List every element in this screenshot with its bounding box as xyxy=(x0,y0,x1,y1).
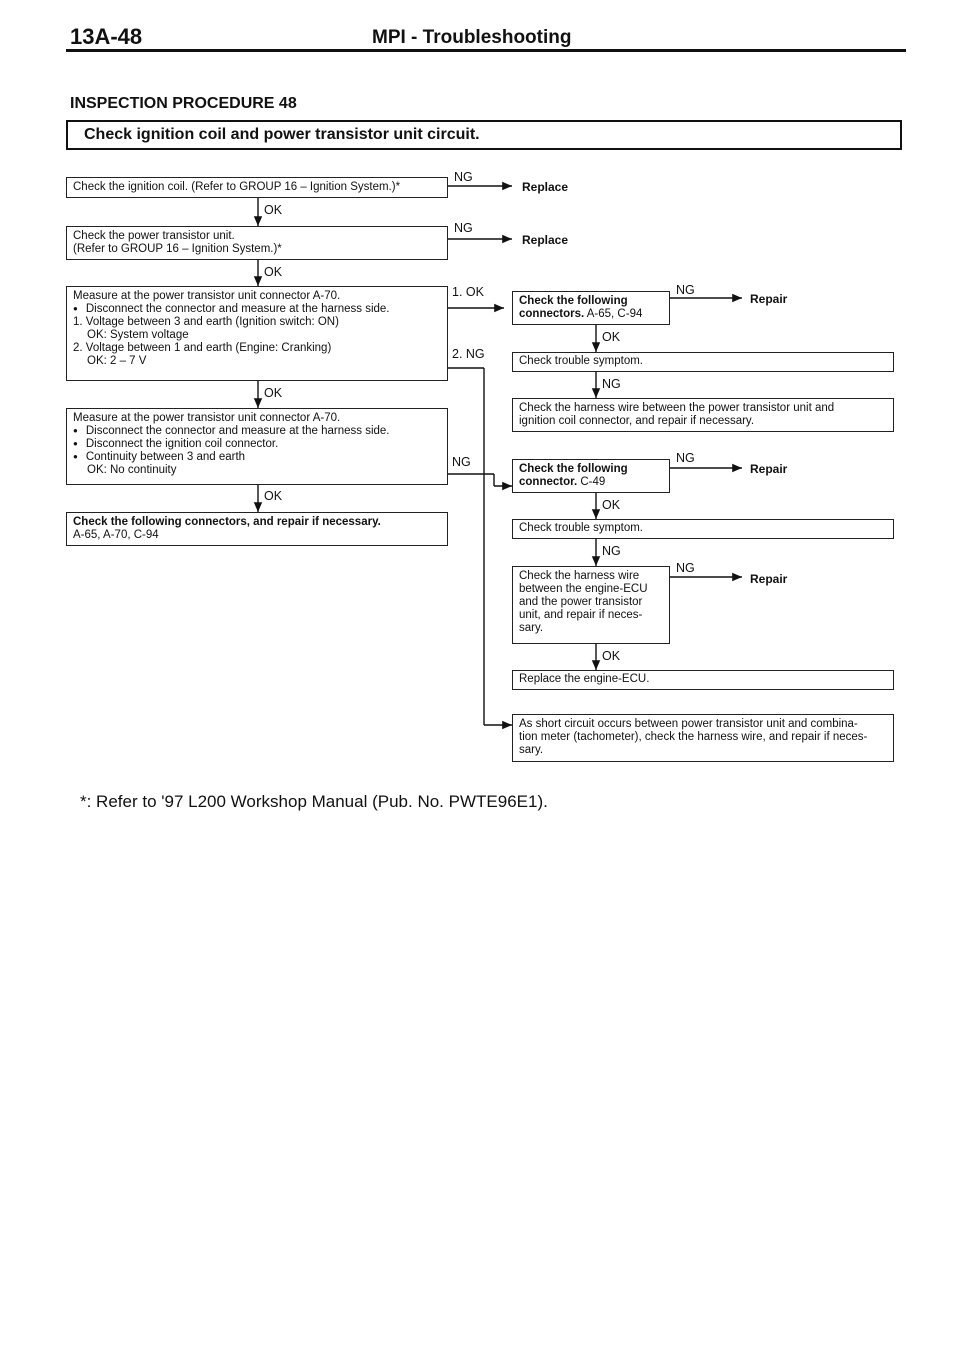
r7-text: Replace the engine-ECU. xyxy=(519,673,650,685)
step4-line-2: ● Disconnect the connector and measure at the harness side. xyxy=(73,425,441,438)
step4-line-1: Measure at the power transistor unit connector A-70. xyxy=(73,412,341,424)
step3-line-5: 2. Voltage between 1 and earth (Engine: Cranking) xyxy=(73,342,332,354)
step2-ng-label: NG xyxy=(454,221,473,235)
r8-line-2: tion meter (tachometer), check the harness wire, and repair if neces- xyxy=(519,731,868,743)
step3-line-1: Measure at the power transistor unit connector A-70. xyxy=(73,290,341,302)
step1-ng-label: NG xyxy=(454,170,473,184)
step3-branch-ok-label: 1. OK xyxy=(452,285,484,299)
r1-title-2: connectors. xyxy=(519,308,585,320)
r6-line-4: unit, and repair if neces- xyxy=(519,609,643,621)
r4-detail: C-49 xyxy=(580,476,606,488)
step2-line-1: Check the power transistor unit. xyxy=(73,230,235,242)
step2-box xyxy=(66,226,448,260)
step3-branch-ng-label: 2. NG xyxy=(452,347,485,361)
step3-ok-label: OK xyxy=(264,386,283,400)
r5-ng-label: NG xyxy=(602,544,621,558)
step5-box xyxy=(66,512,448,546)
r3-line-1: Check the harness wire between the power transistor unit and xyxy=(519,402,835,414)
r6-ok-label: OK xyxy=(602,649,621,663)
r7-box xyxy=(512,670,894,690)
r2-ng-label: NG xyxy=(602,377,621,391)
step2-ok-label: OK xyxy=(264,265,283,279)
step3-line-3: 1. Voltage between 3 and earth (Ignition switch: ON) xyxy=(73,316,339,328)
r6-line-2: between the engine-ECU xyxy=(519,583,648,595)
r3-box xyxy=(512,398,894,432)
r6-ng-label: NG xyxy=(676,561,695,575)
step3-box xyxy=(66,286,448,381)
step4-ok-label: OK xyxy=(264,489,283,503)
r2-box xyxy=(512,352,894,372)
r4-ok-label: OK xyxy=(602,498,621,512)
r6-line-3: and the power transistor xyxy=(519,596,643,608)
r8-line-3: sary. xyxy=(519,744,544,756)
step3-line-6: OK: 2 – 7 V xyxy=(87,355,147,367)
step4-line-3: ● Disconnect the ignition coil connector. xyxy=(73,438,441,451)
footnote: *: Refer to '97 L200 Workshop Manual (Pub. No. PWTE96E1). xyxy=(80,792,548,811)
r4-box xyxy=(512,459,670,493)
r1-title: Check the following xyxy=(519,295,628,307)
r8-box xyxy=(512,714,894,762)
r1-ng-label: NG xyxy=(676,283,695,297)
step5-title: Check the following connectors, and repair if necessary. xyxy=(73,516,381,528)
step4-box xyxy=(66,408,448,485)
r5-text: Check trouble symptom. xyxy=(519,522,643,534)
step5-detail: A-65, A-70, C-94 xyxy=(73,529,159,541)
r6-line-5: sary. xyxy=(519,622,544,634)
procedure-heading-text: Check ignition coil and power transistor unit circuit. xyxy=(84,126,480,143)
r6-line-1: Check the harness wire xyxy=(519,570,640,582)
r4-ng-label: NG xyxy=(676,451,695,465)
step3-line-4: OK: System voltage xyxy=(87,329,189,341)
page-number: 13A-48 xyxy=(70,24,143,49)
step1-box xyxy=(66,177,448,198)
r6-box xyxy=(512,566,670,644)
step1-text: Check the ignition coil. (Refer to GROUP 16 – Ignition System.)* xyxy=(73,181,401,193)
step1-ng-result: Replace xyxy=(522,180,569,194)
r1-box xyxy=(512,291,670,325)
r8-line-1: As short circuit occurs between power transistor unit and combina- xyxy=(519,718,858,730)
section-title: MPI - Troubleshooting xyxy=(372,27,572,48)
r5-box xyxy=(512,519,894,539)
r1-ng-result: Repair xyxy=(750,292,788,306)
r2-text: Check trouble symptom. xyxy=(519,355,643,367)
step3-line-2: ● Disconnect the connector and measure at the harness side. xyxy=(73,303,441,316)
step2-ng-result: Replace xyxy=(522,233,569,247)
step4-ng-label: NG xyxy=(452,455,471,469)
step2-line-2: (Refer to GROUP 16 – Ignition System.)* xyxy=(73,243,282,255)
r4-title: Check the following xyxy=(519,463,628,475)
step4-line-4: ● Continuity between 3 and earth xyxy=(73,451,441,464)
r1-ok-label: OK xyxy=(602,330,621,344)
r3-line-2: ignition coil connector, and repair if necessary. xyxy=(519,415,755,427)
r1-detail: A-65, C-94 xyxy=(586,308,643,320)
step4-line-5: OK: No continuity xyxy=(87,464,177,476)
procedure-title: INSPECTION PROCEDURE 48 xyxy=(70,95,297,112)
step1-ok-label: OK xyxy=(264,203,283,217)
r6-ng-result: Repair xyxy=(750,572,788,586)
r4-ng-result: Repair xyxy=(750,462,788,476)
r4-title-2: connector. xyxy=(519,476,578,488)
